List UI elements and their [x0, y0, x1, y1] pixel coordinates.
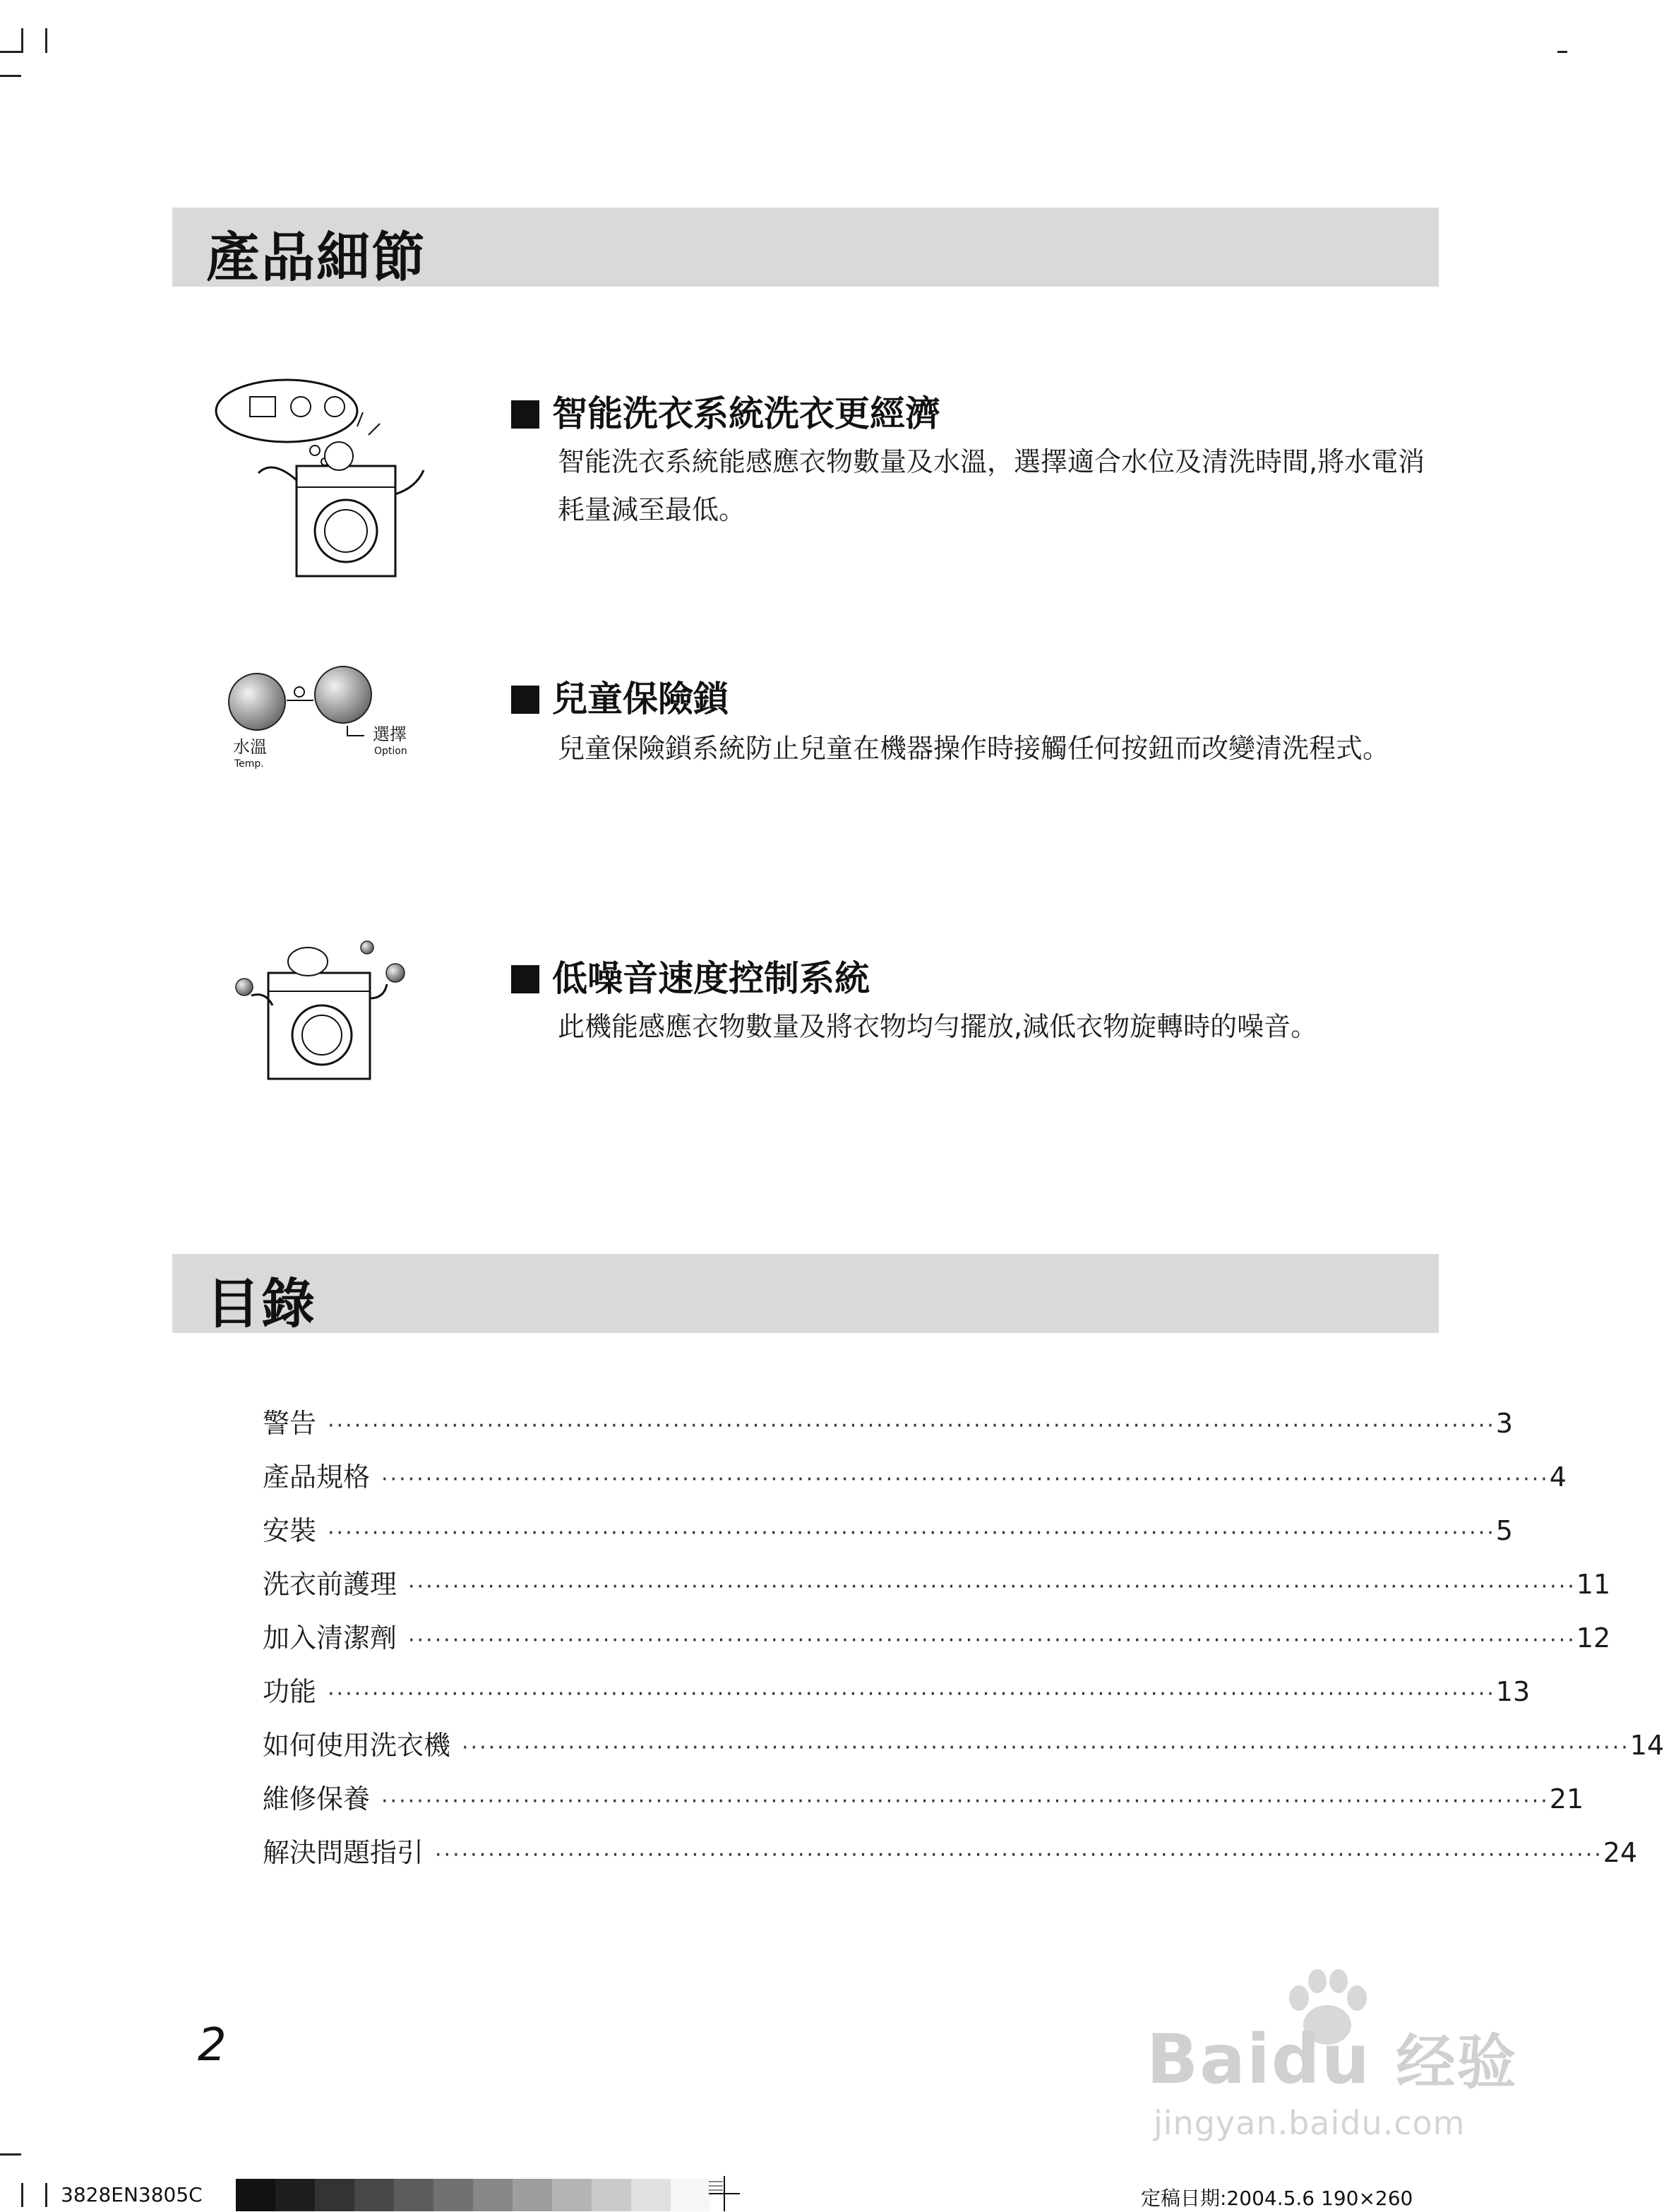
toc-label: 安裝: [263, 1515, 317, 1546]
toc-leader: ····································································································································: [328, 1682, 1496, 1706]
feature-title: 智能洗衣系統洗衣更經濟: [552, 393, 940, 434]
toc-label: 洗衣前護理: [263, 1569, 397, 1600]
toc-page: 24: [1603, 1837, 1638, 1868]
option-label: 選擇: [373, 724, 407, 744]
toc-page: 14: [1629, 1730, 1664, 1761]
bullet-square-icon: [511, 686, 539, 714]
color-swatch: [552, 2179, 592, 2211]
feature-description: 此機能感應衣物數量及將衣物均勻擺放,減低衣物旋轉時的噪音。: [558, 1011, 1318, 1042]
feature-heading: [511, 385, 940, 436]
color-swatch: [394, 2179, 433, 2211]
color-swatch: [671, 2179, 710, 2211]
option-label-en: Option: [374, 746, 407, 757]
toc-item-specifications[interactable]: [263, 1455, 1567, 1509]
toc-item-warning[interactable]: [263, 1401, 1513, 1455]
footer-finalize-date: 定稿日期:2004.5.6 190×260: [1141, 2187, 1413, 2210]
toc-item-maintenance[interactable]: [263, 1777, 1584, 1831]
color-swatch: [275, 2179, 315, 2211]
feature-description: 智能洗衣系統能感應衣物數量及水溫，選擇適合水位及清洗時間,將水電消耗量減至最低。: [558, 446, 1425, 525]
crop-mark: [0, 51, 21, 53]
child-lock-buttons-icon: [223, 657, 428, 777]
toc-leader: ····································································································································: [408, 1628, 1576, 1653]
section-title: 產品細節: [206, 226, 426, 289]
crop-mark: [1557, 51, 1567, 53]
crop-mark: [45, 28, 47, 53]
washing-machine-thinking-icon: [209, 367, 435, 579]
feature-description: 兒童保險鎖系統防止兒童在機器操作時接觸任何按鈕而改變清洗程式。: [558, 733, 1390, 764]
toc-item-troubleshooting[interactable]: [263, 1831, 1638, 1884]
color-swatch: [631, 2179, 671, 2211]
crop-mark: [0, 75, 21, 77]
feature-heading: [511, 950, 870, 1001]
bullet-square-icon: [511, 965, 539, 993]
toc-item-installation[interactable]: [263, 1509, 1513, 1562]
toc-label: 解決問題指引: [263, 1837, 424, 1868]
toc-leader: ····································································································································: [408, 1574, 1576, 1599]
toc-item-detergent[interactable]: [263, 1616, 1611, 1670]
crop-mark: [21, 28, 23, 53]
color-swatch: [433, 2179, 473, 2211]
color-swatch: [592, 2179, 631, 2211]
toc-page: 4: [1549, 1461, 1567, 1493]
toc-label: 功能: [263, 1676, 317, 1707]
toc-leader: ····································································································································: [328, 1413, 1496, 1438]
table-of-contents: [263, 1401, 1664, 1884]
feature-title: 兒童保險鎖: [552, 678, 729, 719]
crop-mark: [0, 2153, 21, 2156]
toc-item-how-to-use[interactable]: [263, 1723, 1664, 1777]
toc-label: 維修保養: [263, 1783, 371, 1815]
toc-item-prewash-care[interactable]: [263, 1562, 1611, 1616]
washing-machine-quiet-icon: [230, 931, 428, 1086]
page-number: 2: [198, 2019, 227, 2071]
registration-mark-icon: [709, 2176, 740, 2211]
watermark-brand: Baidu 经验: [1147, 2020, 1518, 2099]
crop-mark: [45, 2183, 47, 2207]
toc-label: 加入清潔劑: [263, 1622, 397, 1654]
toc-label: 如何使用洗衣機: [263, 1730, 451, 1761]
feature-heading: [511, 671, 729, 722]
footer-document-code: 3828EN3805C: [61, 2183, 203, 2206]
toc-page: 21: [1549, 1783, 1584, 1815]
color-swatch: [473, 2179, 513, 2211]
section-header-product-details: [172, 208, 1439, 287]
color-swatch: [236, 2179, 275, 2211]
toc-leader: ····································································································································: [381, 1467, 1550, 1492]
color-swatch: [354, 2179, 394, 2211]
toc-page: 12: [1576, 1622, 1611, 1654]
toc-page: 13: [1495, 1676, 1531, 1707]
toc-page: 5: [1495, 1515, 1513, 1546]
toc-leader: ····································································································································: [435, 1843, 1603, 1867]
toc-leader: ····································································································································: [462, 1735, 1630, 1760]
toc-label: 產品規格: [263, 1461, 371, 1493]
toc-leader: ····································································································································: [328, 1521, 1496, 1546]
crop-mark: [21, 2183, 23, 2207]
bullet-square-icon: [511, 400, 539, 429]
color-swatch: [315, 2179, 354, 2211]
toc-leader: ····································································································································: [381, 1789, 1550, 1814]
temp-label-en: Temp.: [234, 758, 264, 770]
watermark-url: jingyan.baidu.com: [1154, 2104, 1466, 2142]
baidu-watermark: [1137, 1963, 1532, 2175]
toc-label: 警告: [263, 1408, 317, 1439]
toc-page: 3: [1495, 1408, 1513, 1439]
temp-label: 水溫: [233, 737, 267, 757]
color-swatch: [513, 2179, 552, 2211]
toc-item-functions[interactable]: [263, 1670, 1531, 1723]
section-title: 目錄: [206, 1272, 316, 1335]
toc-page: 11: [1576, 1569, 1611, 1600]
color-calibration-strip: [236, 2179, 710, 2211]
feature-title: 低噪音速度控制系統: [552, 958, 870, 999]
section-header-contents: [172, 1254, 1439, 1333]
